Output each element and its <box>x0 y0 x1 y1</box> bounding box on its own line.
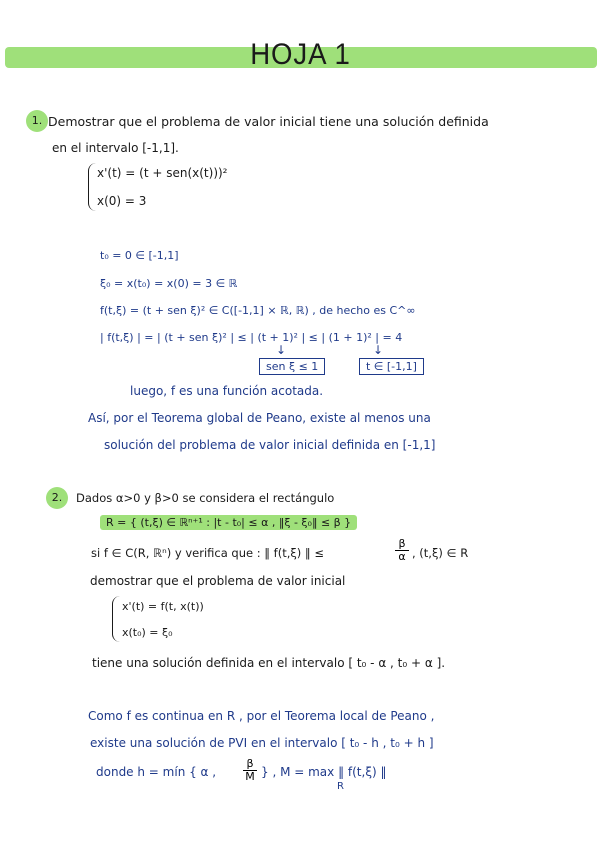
solution-2-h-definition: donde h = mín { α , <box>96 765 217 779</box>
problem-2-condition: si f ∈ C(R, ℝⁿ) y verifica que : ‖ f(t,ξ) ‖ ≤ <box>91 546 324 560</box>
solution-1-bound: | f(t,ξ) | = | (t + sen ξ)² | ≤ | (t + 1)² | ≤ | (1 + 1)² | = 4 <box>100 331 403 344</box>
problem-2-statement-line-1: Dados α>0 y β>0 se considera el rectángulo <box>76 491 335 505</box>
solution-1-conclusion: luego, f es una función acotada. <box>130 384 324 398</box>
fraction-denominator: α <box>395 550 409 563</box>
page-title: HOJA 1 <box>250 38 351 71</box>
problem-2-number: 2. <box>46 487 68 509</box>
problem-1-statement-line-2: en el intervalo [-1,1]. <box>52 141 179 155</box>
arrow-down-icon: ↓ <box>373 343 384 357</box>
problem-1-number: 1. <box>26 110 48 132</box>
problem-2-condition-domain: , (t,ξ) ∈ R <box>412 546 469 560</box>
solution-1-continuity: f(t,ξ) = (t + sen ξ)² ∈ C([-1,1] × ℝ, ℝ) , de hecho es C^∞ <box>100 304 416 317</box>
fraction-numerator: β <box>246 757 254 770</box>
solution-2-line-2: existe una solución de PVI en el intervalo [ t₀ - h , t₀ + h ] <box>90 736 434 750</box>
problem-2-statement-line-4: demostrar que el problema de valor inicial <box>90 574 346 588</box>
solution-1-initial-value: ξ₀ = x(t₀) = x(0) = 3 ∈ ℝ <box>100 277 238 290</box>
solution-2-m-definition: } , M = max ‖ f(t,ξ) ‖ <box>261 765 387 779</box>
problem-2-statement-line-5: tiene una solución definida en el intervalo [ t₀ - α , t₀ + α ]. <box>92 656 446 670</box>
fraction-beta-over-alpha <box>395 538 409 563</box>
fraction-denominator: M <box>243 770 257 783</box>
solution-2-line-1: Como f es continua en R , por el Teorema local de Peano , <box>88 709 435 723</box>
solution-1-peano-line-1: Así, por el Teorema global de Peano, existe al menos una <box>88 411 431 425</box>
solution-1-initial-time: t₀ = 0 ∈ [-1,1] <box>100 249 179 262</box>
note-box-sen-bound: sen ξ ≤ 1 <box>259 358 325 375</box>
note-box-interval: t ∈ [-1,1] <box>359 358 424 375</box>
problem-1-equation-2: x(0) = 3 <box>97 194 147 208</box>
system-brace-1 <box>88 163 97 211</box>
arrow-down-icon: ↓ <box>276 343 287 357</box>
problem-1-statement-line-1: Demostrar que el problema de valor inicial tiene una solución definida <box>48 114 489 129</box>
max-subscript: R <box>337 781 344 792</box>
problem-1-equation-1: x'(t) = (t + sen(x(t)))² <box>97 166 228 180</box>
problem-2-equation-1: x'(t) = f(t, x(t)) <box>122 600 204 613</box>
fraction-beta-over-m <box>243 758 257 783</box>
problem-2-equation-2: x(t₀) = ξ₀ <box>122 626 173 639</box>
solution-1-peano-line-2: solución del problema de valor inicial definida en [-1,1] <box>104 438 436 452</box>
system-brace-2 <box>112 596 121 642</box>
fraction-numerator: β <box>398 537 406 550</box>
rectangle-definition: R = { (t,ξ) ∈ ℝⁿ⁺¹ : |t - t₀| ≤ α , ‖ξ - ξ₀‖ ≤ β } <box>100 515 357 530</box>
